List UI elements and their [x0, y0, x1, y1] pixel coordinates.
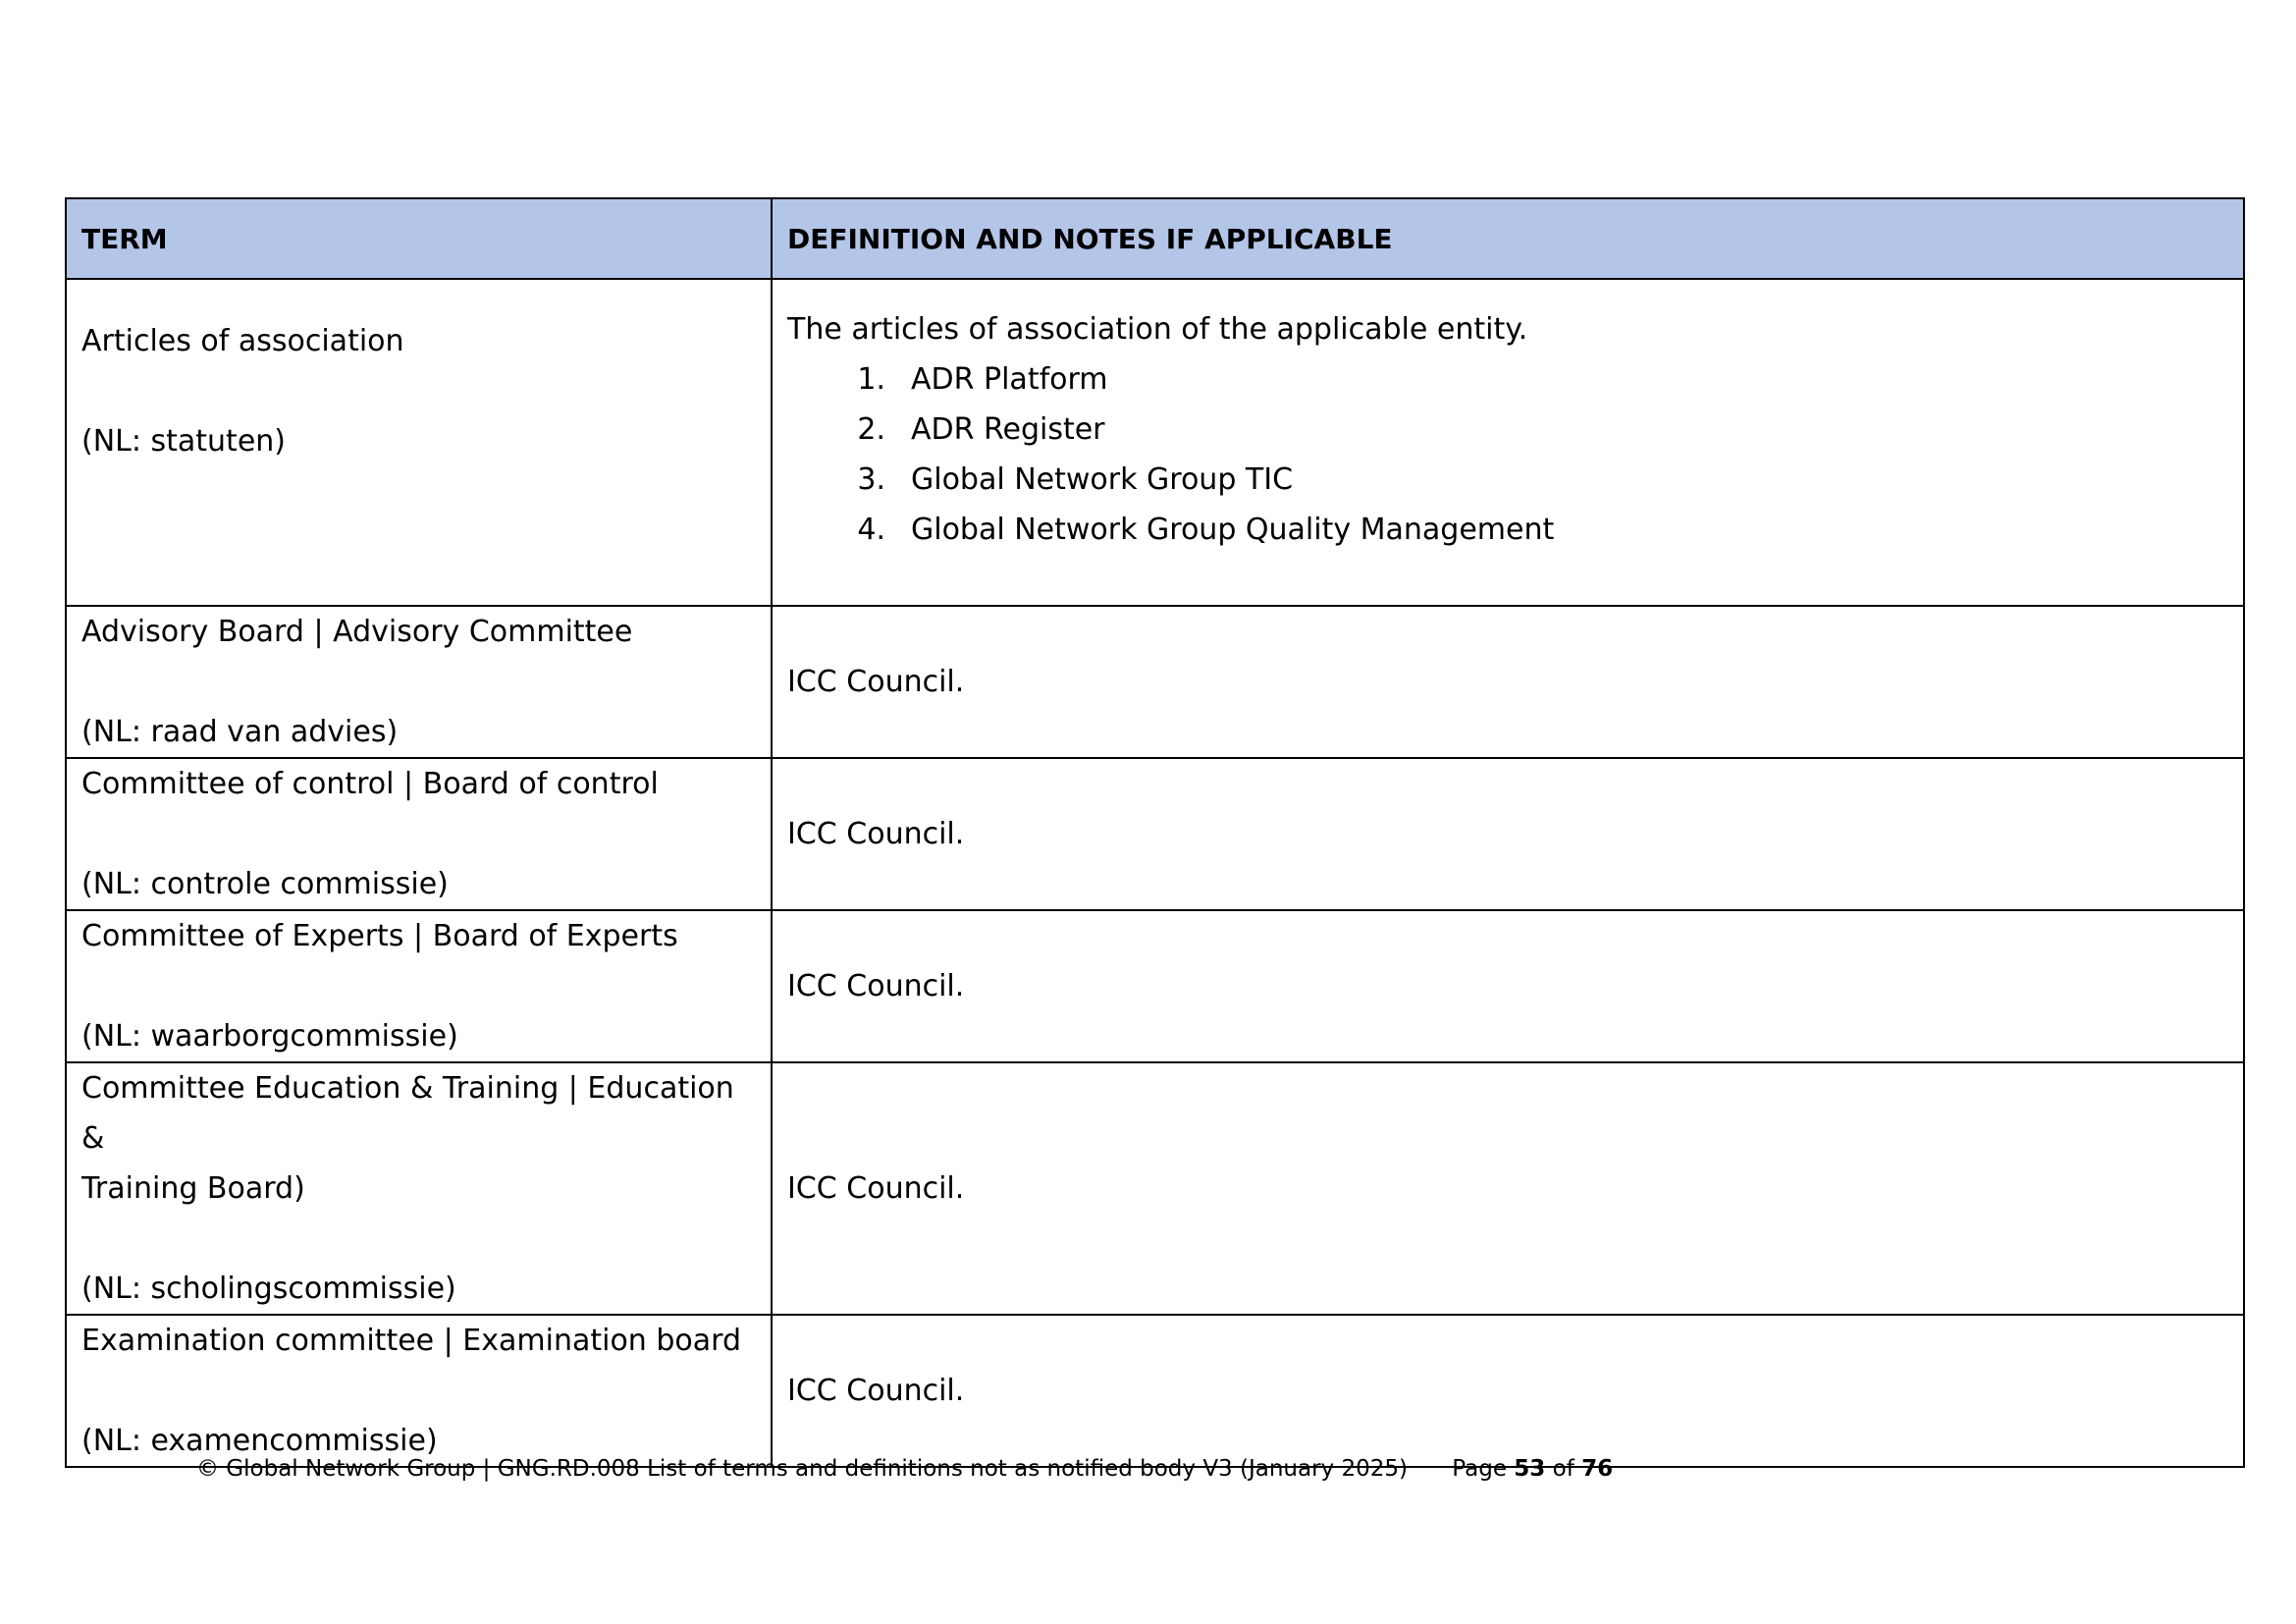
term-translation: (NL: waarborgcommissie): [81, 1019, 458, 1054]
list-item: 1. ADR Platform: [857, 362, 1108, 397]
definition-text: ICC Council.: [787, 817, 965, 851]
definition-cell: [772, 279, 2244, 606]
term-text: Examination committee | Examination board: [81, 1324, 741, 1358]
table-row: [66, 279, 2244, 606]
term-translation: (NL: scholingscommissie): [81, 1272, 456, 1306]
term-text: Committee of Experts | Board of Experts: [81, 919, 678, 953]
footer-page-total: 76: [1581, 1456, 1614, 1482]
definition-cell: [772, 1062, 2244, 1315]
header-definition: DEFINITION AND NOTES IF APPLICABLE: [772, 198, 2244, 279]
table-header-row: [66, 198, 2244, 279]
term-cell: [66, 279, 772, 606]
definition-cell: [772, 758, 2244, 910]
table-row: [66, 1062, 2244, 1315]
term-translation: (NL: statuten): [81, 424, 286, 459]
table-row: [66, 758, 2244, 910]
definition-text: ICC Council.: [787, 1374, 965, 1408]
list-item: 2. ADR Register: [857, 412, 1105, 447]
definition-text: ICC Council.: [787, 969, 965, 1003]
definition-cell: [772, 1315, 2244, 1467]
page-footer: [196, 1456, 1613, 1482]
footer-page-number: 53: [1514, 1456, 1546, 1482]
definition-text: ICC Council.: [787, 665, 965, 699]
terms-definitions-table: [65, 197, 2245, 1468]
term-text: Articles of association: [81, 324, 404, 358]
table-row: [66, 606, 2244, 758]
table-row: [66, 910, 2244, 1062]
term-cell: [66, 910, 772, 1062]
definition-list: [787, 354, 2228, 555]
footer-copyright: © Global Network Group | GNG.RD.008 List of terms and definitions not as notified body V3 (January 2025): [196, 1456, 1408, 1482]
term-text: Committee of control | Board of control: [81, 767, 659, 801]
footer-page-label: Page: [1452, 1456, 1507, 1482]
list-item: 4. Global Network Group Quality Management: [857, 513, 1555, 547]
term-text: Advisory Board | Advisory Committee: [81, 615, 633, 649]
definition-text: ICC Council.: [787, 1171, 965, 1206]
term-translation: (NL: raad van advies): [81, 715, 399, 749]
term-cell: [66, 1062, 772, 1315]
term-translation: (NL: controle commissie): [81, 867, 449, 901]
definition-text: The articles of association of the applicable entity.: [787, 312, 1528, 347]
footer-of-label: of: [1552, 1456, 1575, 1482]
term-translation: (NL: examencommissie): [81, 1424, 438, 1458]
term-cell: [66, 606, 772, 758]
definition-cell: [772, 910, 2244, 1062]
table-row: [66, 1315, 2244, 1467]
term-cell: [66, 758, 772, 910]
term-cell: [66, 1315, 772, 1467]
term-text: Committee Education & Training | Education &: [81, 1071, 734, 1156]
definition-cell: [772, 606, 2244, 758]
term-text-continued: Training Board): [81, 1171, 305, 1206]
header-term: TERM: [66, 198, 772, 279]
list-item: 3. Global Network Group TIC: [857, 462, 1294, 497]
